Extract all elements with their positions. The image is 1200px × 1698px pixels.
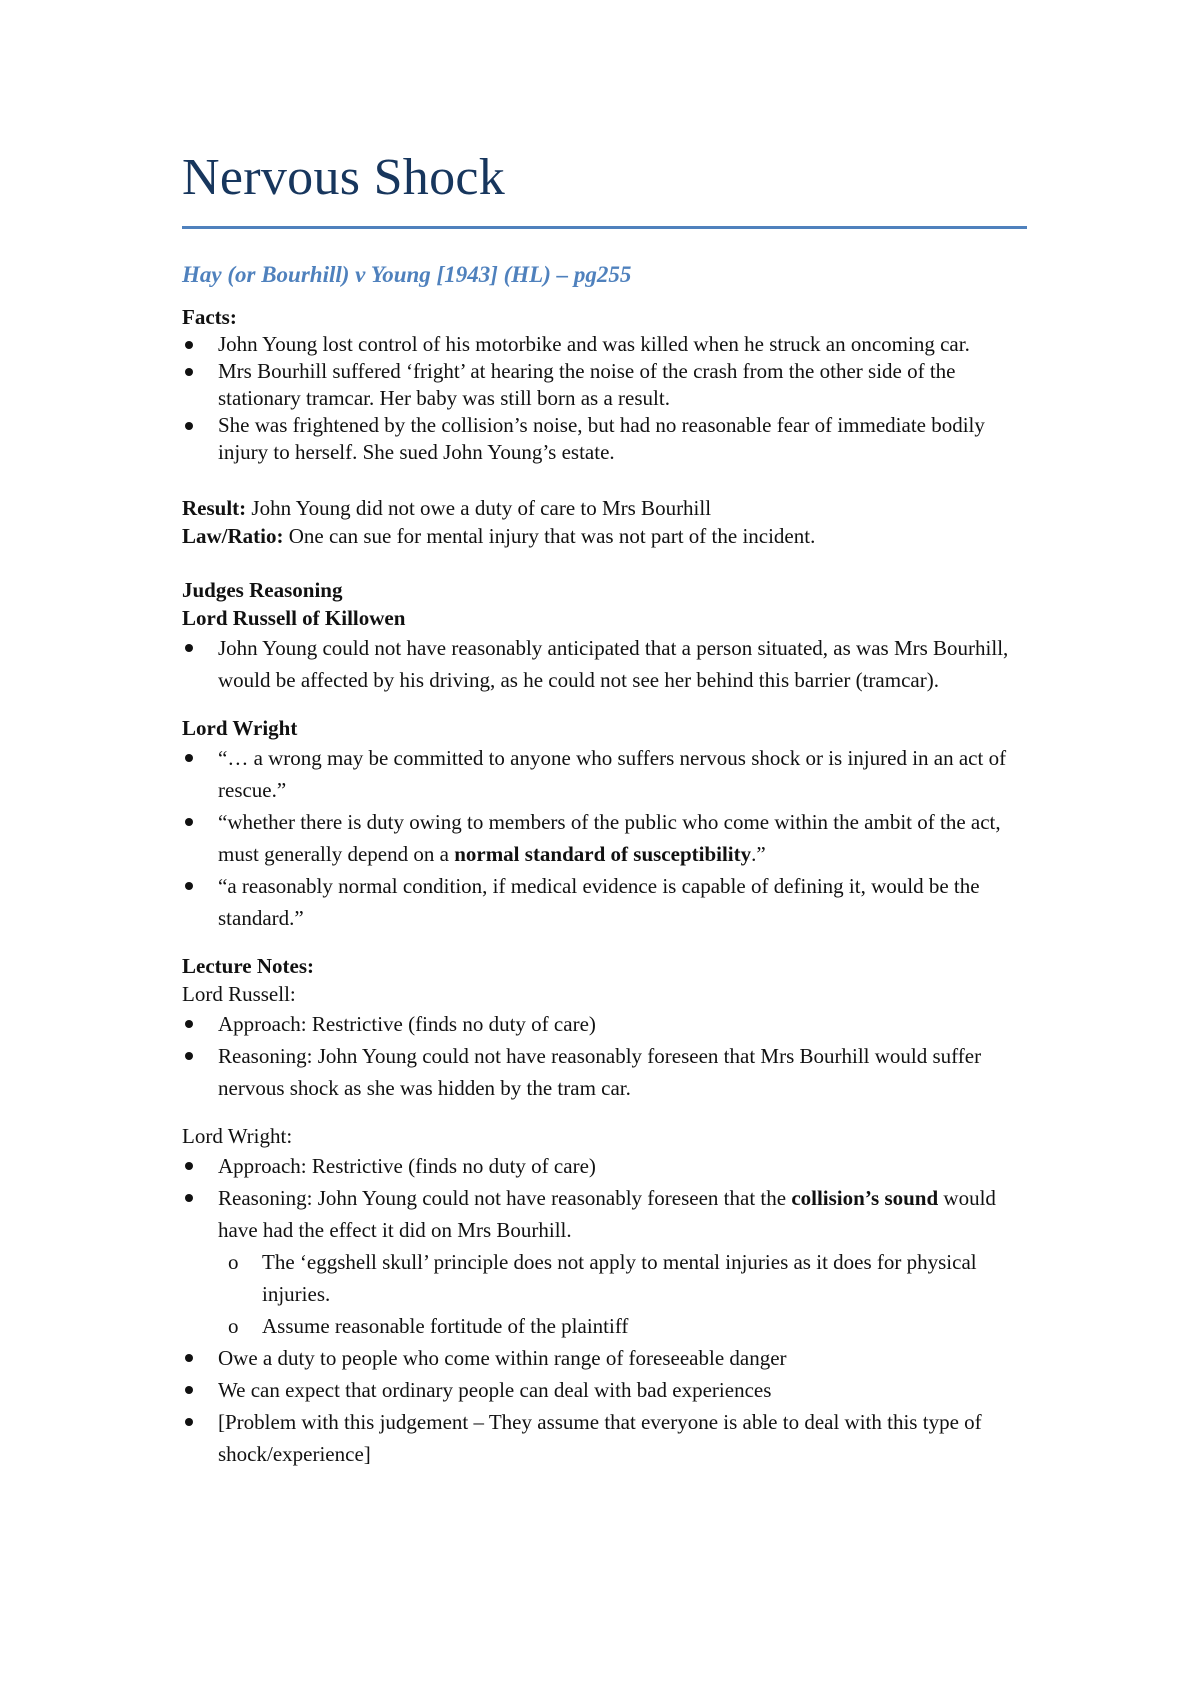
result-label: Result: <box>182 496 247 520</box>
facts-label: Facts: <box>182 305 237 329</box>
lecture-wright-reasoning-bold: collision’s sound <box>791 1186 939 1210</box>
judges-heading: Judges Reasoning <box>182 578 343 602</box>
lecture-russell-reasoning: Reasoning: John Young could not have reasonably foreseen that Mrs Bourhill would suffer nervous shock as she was hidden by the tram car. <box>182 1040 1032 1104</box>
lecture-russell-label: Lord Russell: <box>182 982 296 1006</box>
facts-list <box>182 331 1032 466</box>
sub-item-text: The ‘eggshell skull’ principle does not apply to mental injuries as it does for physical injuries. <box>262 1250 977 1306</box>
facts-item: Mrs Bourhill suffered ‘fright’ at hearing the noise of the crash from the other side of the stationary tramcar. Her baby was still born as a result. <box>182 358 1032 412</box>
sub-item <box>182 1246 1032 1310</box>
title-underline <box>182 226 1027 229</box>
facts-item: She was frightened by the collision’s noise, but had no reasonable fear of immediate bodily injury to herself. She sued John Young’s estate. <box>182 412 1032 466</box>
result-line <box>182 494 1032 522</box>
sub-bullet-marker: o <box>228 1250 239 1274</box>
lecture-russell-list <box>182 1008 1032 1104</box>
lecture-item: We can expect that ordinary people can deal with bad experiences <box>182 1374 1032 1406</box>
lecture-wright-sublist <box>182 1246 1032 1342</box>
case-heading: Hay (or Bourhill) v Young [1943] (HL) – pg255 <box>182 262 632 287</box>
lecture-wright-label: Lord Wright: <box>182 1124 293 1148</box>
wright-item2-text: “whether there is duty owing to members of the public who come within the ambit of the act, must generally depend on a <box>218 810 1001 866</box>
lecture-item: [Problem with this judgement – They assume that everyone is able to deal with this type of shock/experience] <box>182 1406 1032 1470</box>
lecture-wright-approach: Approach: Restrictive (finds no duty of care) <box>182 1150 1032 1182</box>
lecture-wright-list <box>182 1150 1032 1470</box>
lecture-item: Owe a duty to people who come within range of foreseeable danger <box>182 1342 1032 1374</box>
wright-item: “a reasonably normal condition, if medical evidence is capable of defining it, would be the standard.” <box>182 870 1032 934</box>
lecture-wright-reasoning-end: would have had the effect it did on Mrs Bourhill. <box>218 1186 996 1242</box>
wright-list <box>182 742 1032 934</box>
law-text: One can sue for mental injury that was not part of the incident. <box>283 524 816 548</box>
sub-bullet-marker: o <box>228 1314 239 1338</box>
document-content <box>182 138 1032 1470</box>
wright-item <box>182 806 1032 870</box>
lecture-heading: Lecture Notes: <box>182 954 314 978</box>
law-line <box>182 522 1032 550</box>
page-title: Nervous Shock <box>182 149 506 206</box>
lecture-wright-reasoning-text: Reasoning: John Young could not have reasonably foreseen that the <box>218 1186 792 1210</box>
wright-item: “… a wrong may be committed to anyone who suffers nervous shock or is injured in an act of rescue.” <box>182 742 1032 806</box>
russell-heading: Lord Russell of Killowen <box>182 606 406 630</box>
sub-item <box>182 1310 1032 1342</box>
law-label: Law/Ratio: <box>182 524 284 548</box>
result-text: John Young did not owe a duty of care to Mrs Bourhill <box>246 496 712 520</box>
russell-list <box>182 632 1032 696</box>
facts-item: John Young lost control of his motorbike and was killed when he struck an oncoming car. <box>182 331 1032 358</box>
wright-item2-bold: normal standard of susceptibility <box>454 842 752 866</box>
sub-item-text: Assume reasonable fortitude of the plaintiff <box>262 1314 629 1338</box>
wright-item2-end: .” <box>751 842 766 866</box>
wright-heading: Lord Wright <box>182 716 298 740</box>
lecture-russell-approach: Approach: Restrictive (finds no duty of care) <box>182 1008 1032 1040</box>
lecture-wright-reasoning <box>182 1182 1032 1342</box>
russell-item: John Young could not have reasonably anticipated that a person situated, as was Mrs Bourhill, would be affected by his driving, as he could not see her behind this barrier (tramcar). <box>182 632 1032 696</box>
